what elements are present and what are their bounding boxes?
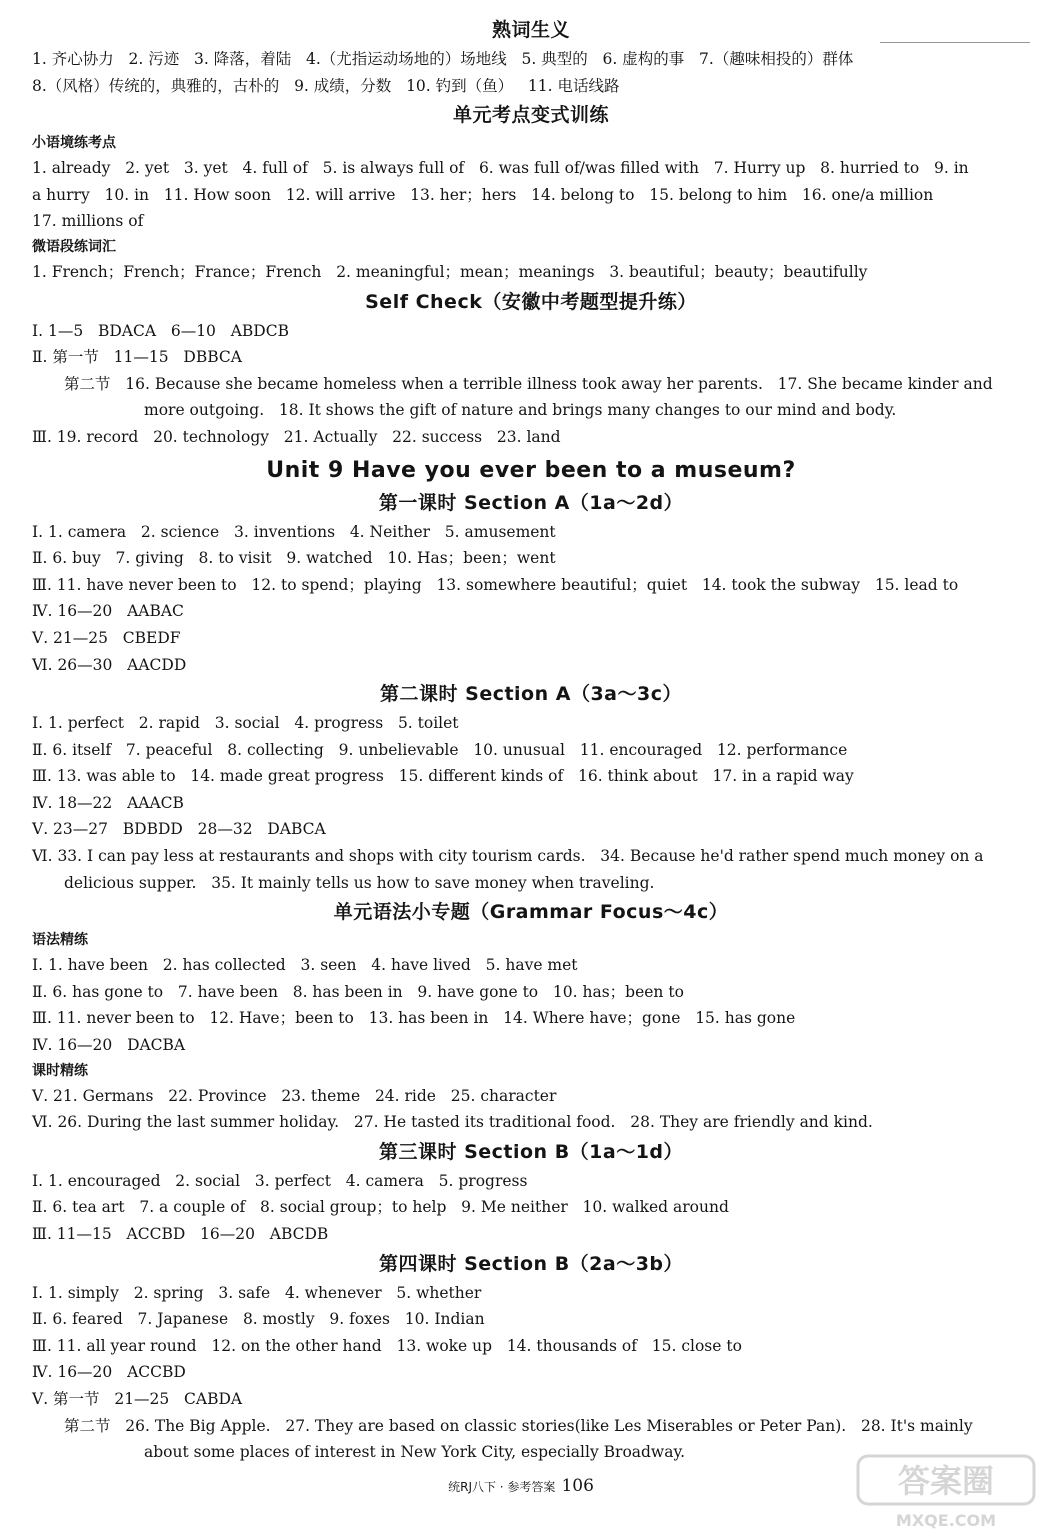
answer-line: Ⅰ. 1. perfect 2. rapid 3. social 4. progress 5. toilet (32, 714, 459, 733)
answer-line: Ⅲ. 11. have never been to 12. to spend；playing 13. somewhere beautiful；quiet 14. took the subway 15. lead to (32, 575, 959, 594)
answer-line: Ⅴ. 第一节 21—25 CABDA (32, 1389, 243, 1408)
subsection-label: 小语境练考点 (32, 135, 116, 152)
answer-line: Ⅵ. 33. I can pay less at restaurants and shops with city tourism cards. 34. Because he'd rather spend much money on a (32, 847, 984, 866)
answer-line: Ⅱ. 6. tea art 7. a couple of 8. social group；to help 9. Me neither 10. walked around (32, 1198, 729, 1217)
answer-page (32, 14, 1030, 1466)
answer-line: 17. millions of (32, 212, 144, 231)
subsection-label: 课时精练 (32, 1062, 88, 1079)
unit-title: Unit 9 Have you ever been to a museum? (266, 457, 796, 483)
answer-line: Ⅴ. 23—27 BDBDD 28—32 DABCA (32, 820, 326, 839)
answer-line: Ⅲ. 11. never been to 12. Have；been to 13. has been in 14. Where have；gone 15. has gone (32, 1009, 796, 1028)
answer-line: Ⅴ. 21. Germans 22. Province 23. theme 24. ride 25. character (32, 1086, 557, 1105)
watermark-logo (856, 1452, 1036, 1532)
answer-line: 第二节 16. Because she became homeless when a terrible illness took away her parents. 17. She became kinder and (64, 374, 993, 393)
watermark-url: MXQE.COM (895, 1511, 997, 1530)
answer-line: Ⅰ. 1. camera 2. science 3. inventions 4. Neither 5. amusement (32, 522, 556, 541)
answer-line: Ⅲ. 11. all year round 12. on the other hand 13. woke up 14. thousands of 15. close to (32, 1336, 742, 1355)
answer-line: 8.（风格）传统的，典雅的，古朴的 9. 成绩，分数 10. 钓到（鱼） 11. 电话线路 (32, 76, 620, 95)
answer-line: Ⅰ. 1. simply 2. spring 3. safe 4. whenever 5. whether (32, 1283, 482, 1302)
section-title: 熟词生义 (491, 19, 570, 41)
answer-line: 第二节 26. The Big Apple. 27. They are based on classic stories(like Les Miserables or Peter Pan). 28. It's mainly (64, 1416, 973, 1435)
section-title: 第一课时 Section A（1a～2d） (378, 491, 684, 514)
section-title: 第三课时 Section B（1a～1d） (378, 1140, 684, 1163)
answer-line: Ⅱ. 6. buy 7. giving 8. to visit 9. watched 10. Has；been；went (32, 549, 556, 568)
watermark-text: 答案圈 (897, 1462, 995, 1500)
section-title: 第四课时 Section B（2a～3b） (378, 1252, 684, 1275)
footer-label: 统RJ八下 · 参考答案 (448, 1480, 556, 1494)
answer-line: Ⅳ. 16—20 ACCBD (32, 1363, 186, 1382)
section-title: 第二课时 Section A（3a～3c） (380, 683, 682, 706)
answer-line: more outgoing. 18. It shows the gift of nature and brings many changes to our mind and body. (144, 401, 897, 420)
answer-line: 1. French；French；France；French 2. meaningful；mean；meanings 3. beautiful；beauty；beautifully (32, 262, 868, 281)
section-title: 单元考点变式训练 (452, 104, 609, 127)
answer-line: Ⅰ. 1—5 BDACA 6—10 ABDCB (32, 321, 289, 340)
answer-line: Ⅵ. 26—30 AACDD (32, 655, 187, 674)
answer-line: Ⅳ. 16—20 DACBA (32, 1036, 186, 1055)
subsection-label: 语法精练 (32, 932, 88, 949)
page-number: 106 (561, 1476, 594, 1496)
answer-line: Ⅴ. 21—25 CBEDF (32, 628, 181, 647)
subsection-label: 微语段练词汇 (32, 238, 116, 255)
answer-line: Ⅲ. 11—15 ACCBD 16—20 ABCDB (32, 1225, 329, 1243)
answer-line: 1. 齐心协力 2. 污迹 3. 降落，着陆 4.（尤指运动场地的）场地线 5. 典型的 6. 虚构的事 7.（趣味相投的）群体 (32, 50, 854, 68)
answer-line: about some places of interest in New York City, especially Broadway. (144, 1443, 686, 1462)
answer-line: a hurry 10. in 11. How soon 12. will arrive 13. her；hers 14. belong to 15. belong to him 16. one/a million (32, 185, 934, 204)
answer-line: Ⅰ. 1. have been 2. has collected 3. seen 4. have lived 5. have met (32, 956, 578, 975)
answer-line: Ⅵ. 26. During the last summer holiday. 27. He tasted its traditional food. 28. They are friendly and kind. (32, 1113, 873, 1132)
answer-line: Ⅳ. 18—22 AAACB (32, 793, 184, 812)
answer-line: Ⅰ. 1. encouraged 2. social 3. perfect 4. camera 5. progress (32, 1171, 528, 1190)
answer-line: 1. already 2. yet 3. yet 4. full of 5. is always full of 6. was full of/was filled with 7. Hurry up 8. hurried to 9. in (32, 159, 969, 178)
answer-line: Ⅱ. 6. feared 7. Japanese 8. mostly 9. foxes 10. Indian (32, 1310, 485, 1329)
answer-line: Ⅱ. 6. has gone to 7. have been 8. has been in 9. have gone to 10. has；been to (32, 982, 684, 1001)
answer-line: Ⅱ. 6. itself 7. peaceful 8. collecting 9. unbelievable 10. unusual 11. encouraged 12. performance (32, 740, 848, 759)
section-title: 单元语法小专题（Grammar Focus～4c） (333, 901, 729, 924)
answer-line: Ⅳ. 16—20 AABAC (32, 602, 184, 621)
answer-line: Ⅲ. 19. record 20. technology 21. Actually 22. success 23. land (32, 427, 561, 446)
answer-line: Ⅲ. 13. was able to 14. made great progress 15. different kinds of 16. think about 17. in a rapid way (32, 767, 854, 786)
answer-line: Ⅱ. 第一节 11—15 DBBCA (32, 348, 242, 367)
answer-line: delicious supper. 35. It mainly tells us how to save money when traveling. (64, 873, 655, 892)
section-title: Self Check（安徽中考题型提升练） (365, 290, 697, 313)
